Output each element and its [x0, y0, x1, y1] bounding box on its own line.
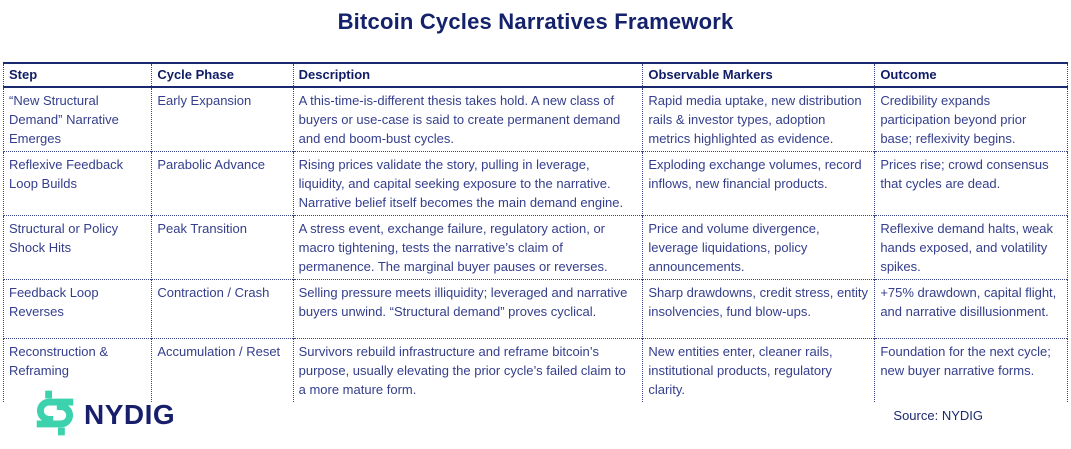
- column-header-step: Step: [4, 63, 152, 87]
- nydig-logo-text: NYDIG: [84, 399, 176, 430]
- cell-cycle-phase: Early Expansion: [152, 87, 293, 152]
- cell-cycle-phase: Contraction / Crash: [152, 280, 293, 339]
- page-title: Bitcoin Cycles Narratives Framework: [337, 9, 734, 34]
- cell-step: Structural or Policy Shock Hits: [4, 216, 152, 280]
- cell-description: Survivors rebuild infrastructure and reframe bitcoin’s purpose, usually elevating the prior cycle’s failed claim to a more mature form.: [293, 339, 643, 403]
- cell-outcome: Credibility expands participation beyond prior base; reflexivity begins.: [875, 87, 1068, 152]
- cell-description: A stress event, exchange failure, regulatory action, or macro tightening, tests the narrative’s claim of permanence. The marginal buyer pauses or reverses.: [293, 216, 643, 280]
- cell-observable-markers: Exploding exchange volumes, record inflows, new financial products.: [643, 152, 875, 216]
- framework-table: [3, 62, 1068, 402]
- source-note: Source: NYDIG: [893, 407, 983, 423]
- table-row: [4, 152, 1068, 216]
- table-row: [4, 87, 1068, 152]
- cell-observable-markers: New entities enter, cleaner rails, institutional products, regulatory clarity.: [643, 339, 875, 403]
- cell-outcome: Reflexive demand halts, weak hands exposed, and volatility spikes.: [875, 216, 1068, 280]
- cell-step: Reconstruction & Reframing: [4, 339, 152, 403]
- nydig-logo: [34, 389, 175, 442]
- table-body: [4, 87, 1068, 402]
- cell-cycle-phase: Accumulation / Reset: [152, 339, 293, 403]
- cell-description: A this-time-is-different thesis takes hold. A new class of buyers or use-case is said to create permanent demand and end boom-bust cycles.: [293, 87, 643, 152]
- column-header-outcome: Outcome: [875, 63, 1068, 87]
- column-header-cycle-phase: Cycle Phase: [152, 63, 293, 87]
- cell-cycle-phase: Parabolic Advance: [152, 152, 293, 216]
- cell-outcome: +75% drawdown, capital flight, and narrative disillusionment.: [875, 280, 1068, 339]
- cell-step: Reflexive Feedback Loop Builds: [4, 152, 152, 216]
- cell-observable-markers: Price and volume divergence, leverage liquidations, policy announcements.: [643, 216, 875, 280]
- cell-step: “New Structural Demand” Narrative Emerges: [4, 87, 152, 152]
- footer: [0, 387, 1071, 449]
- cell-step: Feedback Loop Reverses: [4, 280, 152, 339]
- cell-outcome: Foundation for the next cycle; new buyer narrative forms.: [875, 339, 1068, 403]
- cell-observable-markers: Sharp drawdowns, credit stress, entity insolvencies, fund blow-ups.: [643, 280, 875, 339]
- table-row: [4, 280, 1068, 339]
- nydig-dollar-icon: [34, 389, 76, 442]
- cell-observable-markers: Rapid media uptake, new distribution rails & investor types, adoption metrics highlighted as evidence.: [643, 87, 875, 152]
- header-row: [4, 63, 1068, 87]
- table-header: [4, 63, 1068, 87]
- cell-description: Selling pressure meets illiquidity; leveraged and narrative buyers unwind. “Structural demand” proves cyclical.: [293, 280, 643, 339]
- table-row: [4, 216, 1068, 280]
- cell-outcome: Prices rise; crowd consensus that cycles are dead.: [875, 152, 1068, 216]
- column-header-description: Description: [293, 63, 643, 87]
- cell-cycle-phase: Peak Transition: [152, 216, 293, 280]
- column-header-observable-markers: Observable Markers: [643, 63, 875, 87]
- cell-description: Rising prices validate the story, pulling in leverage, liquidity, and capital seeking exposure to the narrative. Narrative belief itself becomes the main demand engine.: [293, 152, 643, 216]
